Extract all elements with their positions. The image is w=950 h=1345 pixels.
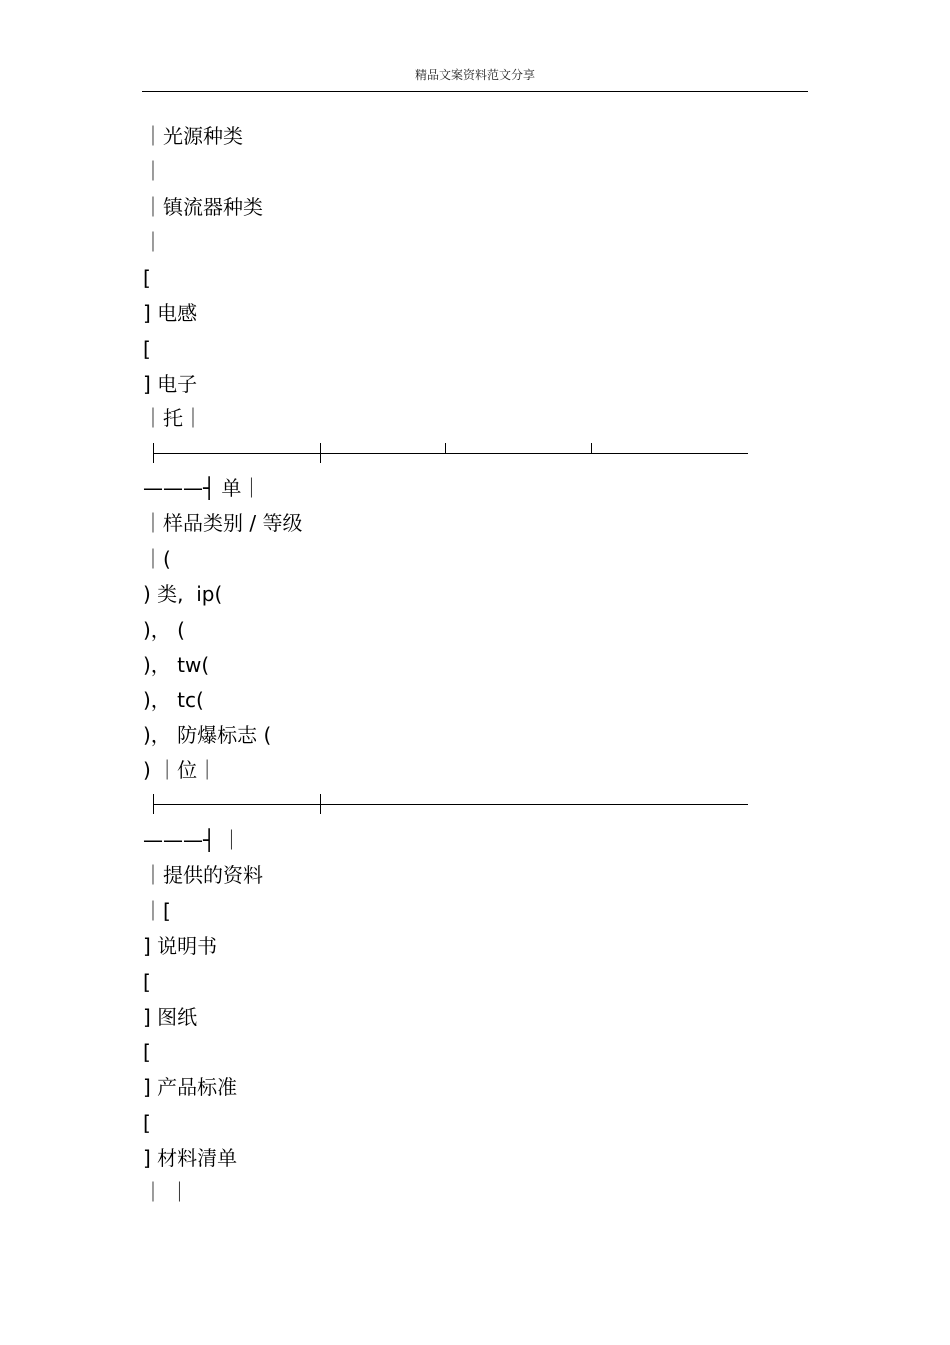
text-line-bar: ———┤ ｜ xyxy=(143,828,242,852)
option-manual: ] 说明书 xyxy=(143,934,218,958)
text-line-tuo: ｜托｜ xyxy=(143,406,203,430)
text-line-ballast: ｜镇流器种类 xyxy=(143,195,263,219)
text-line-light-source: ｜光源种类 xyxy=(143,124,243,148)
table-rule-tick xyxy=(153,794,154,814)
text-line-provided-docs: ｜提供的资料 xyxy=(143,863,263,887)
text-line-tc: )， tc( xyxy=(143,688,204,712)
table-rule-tick xyxy=(320,794,321,814)
option-product-standard: ] 产品标准 xyxy=(143,1075,238,1099)
checkbox-bracket-open: [ xyxy=(143,337,151,361)
header-rule xyxy=(142,91,808,92)
table-rule-tick xyxy=(153,443,154,463)
text-line-wei: ) ｜位｜ xyxy=(143,758,218,782)
text-line-class-ip: ) 类, ip( xyxy=(143,582,223,606)
option-material-list: ] 材料清单 xyxy=(143,1146,238,1170)
option-electronic: ] 电子 xyxy=(143,372,198,396)
text-line-bar: ｜ ｜ xyxy=(143,1180,190,1204)
text-line-paren: )， ( xyxy=(143,618,185,642)
text-line-paren: ｜( xyxy=(143,547,171,571)
option-drawings: ] 图纸 xyxy=(143,1005,198,1029)
text-line-explosion-mark: )， 防爆标志 ( xyxy=(143,723,272,747)
checkbox-bracket-open: [ xyxy=(143,970,151,994)
table-rule-tick xyxy=(591,443,592,454)
checkbox-bracket-open: [ xyxy=(143,1040,151,1064)
text-line-bar: ｜ xyxy=(143,230,163,254)
text-line-tw: )， tw( xyxy=(143,653,210,677)
page-header: 精品文案资料范文分享 xyxy=(414,68,535,82)
table-rule xyxy=(154,804,748,805)
checkbox-bracket-open: ｜[ xyxy=(143,899,171,923)
text-line-sample-category: ｜样品类别 / 等级 xyxy=(143,511,303,535)
text-line-bar: ｜ xyxy=(143,159,163,183)
text-line-dan: ———┤ 单｜ xyxy=(143,476,262,500)
checkbox-bracket-open: [ xyxy=(143,1111,151,1135)
table-rule xyxy=(154,453,748,454)
table-rule-tick xyxy=(320,443,321,463)
checkbox-bracket-open: [ xyxy=(143,266,151,290)
option-inductive: ] 电感 xyxy=(143,301,198,325)
table-rule-tick xyxy=(445,443,446,454)
